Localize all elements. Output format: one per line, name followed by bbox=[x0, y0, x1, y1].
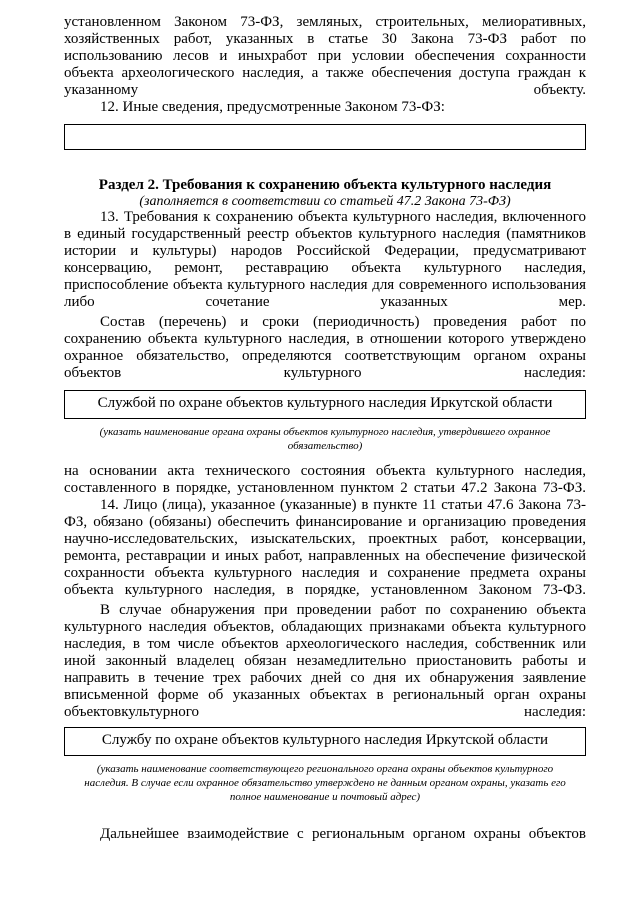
section-2-subtitle: (заполняется в соответствии со статьей 47.2 Закона 73-ФЗ) bbox=[139, 194, 511, 209]
paragraph-next: Дальнейшее взаимодействие с региональным органом охраны объектов bbox=[100, 826, 586, 842]
paragraph-case: В случае обнаружения при проведении работ по сохранению объекта культурного наследия объектов, обладающих признаками объекта культурного наследия, в том числе объектов археологического наследия, собственник или иной законный владелец обязан незамедлительно приостановить работы и направить в течение трех рабочих дней со дня их обнаружения заявление вписьменной форме об указанных объектах в региональный орган охраны объектовкультурного наследия: bbox=[64, 602, 586, 720]
paragraph-intro: установленном Законом 73-ФЗ, земляных, строительных, мелиоративных, хозяйственных работ, указанных в статье 30 Закона 73-ФЗ работ по использованию лесов и иныхработ при условии обеспечения сохранности объекта археологического наследия, а также обеспечения доступа граждан к указанному объекту. bbox=[64, 14, 586, 98]
item-12-value-box bbox=[64, 124, 586, 150]
organ-regional-box: Службу по охране объектов культурного наследия Иркутской области bbox=[64, 727, 586, 756]
organ-regional-hint: (указать наименование соответствующего регионального органа охраны объектов культурного наследия. В случае если охранное обязательство утверждено не данным органом охраны, указать его полное наименование и почтовый адрес) bbox=[84, 763, 566, 803]
document-content bbox=[64, 14, 586, 843]
paragraph-item-12: 12. Иные сведения, предусмотренные Законом 73-ФЗ: bbox=[100, 99, 445, 115]
organ-approved-box: Службой по охране объектов культурного наследия Иркутской области bbox=[64, 390, 586, 419]
paragraph-sostav: Состав (перечень) и сроки (периодичность) проведения работ по сохранению объекта культурного наследия, в отношении которого утверждено охранное обязательство, определяются соответствующим органом охраны объектов культурного наследия: bbox=[64, 314, 586, 381]
organ-approved-hint: (указать наименование органа охраны объектов культурного наследия, утвердившего охранное обязательство) bbox=[99, 426, 551, 452]
paragraph-item-13: 13. Требования к сохранению объекта культурного наследия, включенного в единый государственный реестр объектов культурного наследия (памятников истории и культуры) народов Российской Федерации, предусматривают консервацию, ремонт, реставрацию объекта культурного наследия, приспособление объекта культурного наследия для современного использования либо сочетание указанных мер. bbox=[64, 209, 586, 310]
section-2-title: Раздел 2. Требования к сохранению объекта культурного наследия bbox=[98, 177, 552, 193]
paragraph-item-14: 14. Лицо (лица), указанное (указанные) в пункте 11 статьи 47.6 Закона 73-ФЗ, обязано (обязаны) обеспечить финансирование и организацию проведения научно-исследовательских, изыскательских, проектных работ, консервации, ремонта, реставрации и иных работ, направленных на обеспечение физической сохранности объекта культурного наследия и сохранение предмета охраны объекта культурного наследия, в порядке, установленном Законом 73-ФЗ. bbox=[64, 497, 586, 598]
paragraph-basis: на основании акта технического состояния объекта культурного наследия, составленного в порядке, установленном пунктом 2 статьи 47.2 Закона 73-ФЗ. bbox=[64, 463, 586, 496]
